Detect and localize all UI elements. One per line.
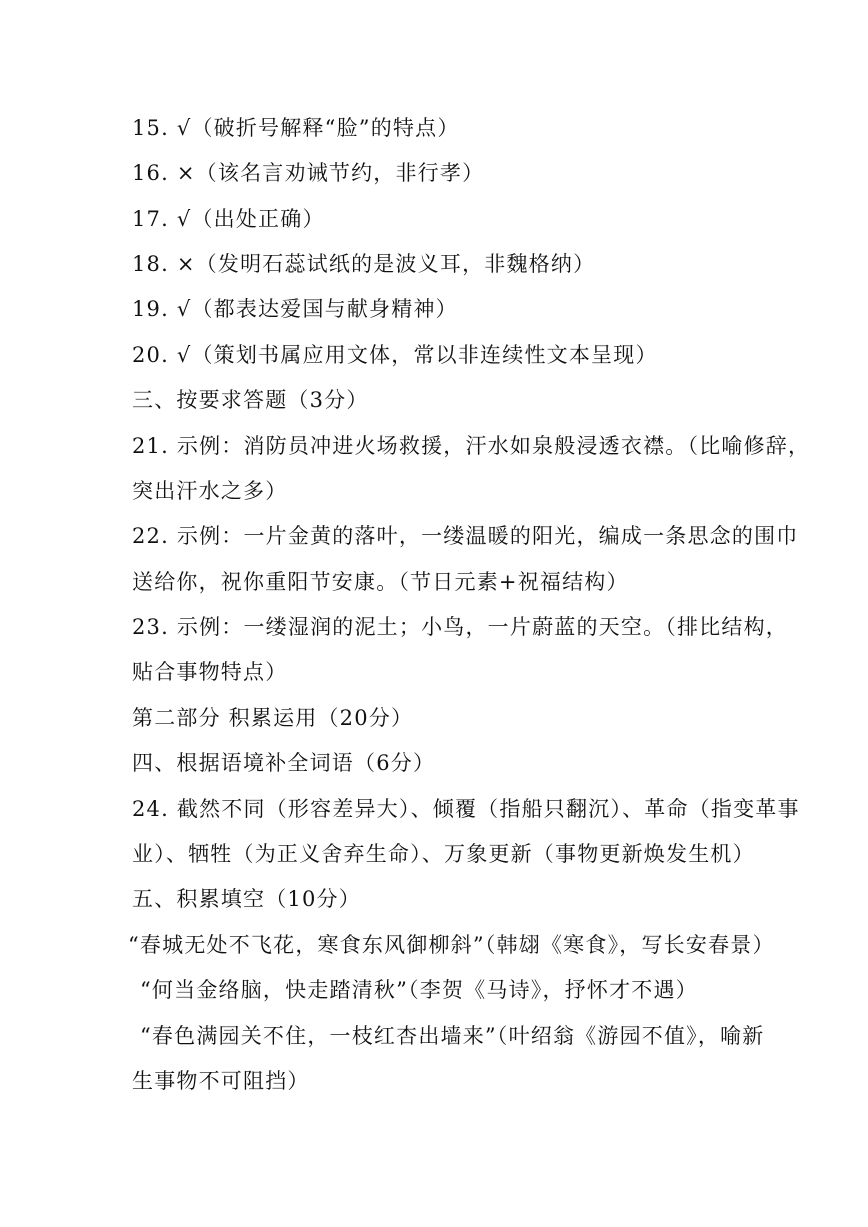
section-five-heading: 五、积累填空（10分） <box>132 887 361 911</box>
answer-23-line-2: 贴合事物特点） <box>132 660 288 684</box>
poem-line-3-part-2: 生事物不可阻挡） <box>132 1069 310 1093</box>
answer-21-line-1: 21. 示例：消防员冲进火场救援，汗水如泉般浸透衣襟。（比喻修辞， <box>132 434 811 458</box>
answer-18: 18. ×（发明石蕊试纸的是波义耳，非魏格纳） <box>132 252 596 276</box>
answer-22-line-1: 22. 示例：一片金黄的落叶，一缕温暖的阳光，编成一条思念的围巾 <box>132 524 799 548</box>
poem-line-3-part-1: “春色满园关不住，一枝红杏出墙来”（叶绍翁《游园不值》，喻新 <box>140 1024 765 1048</box>
section-four-heading: 四、根据语境补全词语（6分） <box>132 751 436 775</box>
answer-24-line-1: 24. 截然不同（形容差异大）、倾覆（指船只翻沉）、革命（指变革事 <box>132 797 800 821</box>
answer-23-line-1: 23. 示例：一缕湿润的泥土；小鸟，一片蔚蓝的天空。（排比结构， <box>132 615 788 639</box>
answer-15: 15. √（破折号解释“脸”的特点） <box>132 116 460 140</box>
answer-16: 16. ×（该名言劝诫节约，非行孝） <box>132 161 485 185</box>
answer-24-line-2: 业）、牺牲（为正义舍弃生命）、万象更新（事物更新焕发生机） <box>132 842 755 866</box>
poem-line-2: “何当金络脑，快走踏清秋”（李贺《马诗》，抒怀才不遇） <box>140 978 698 1002</box>
part-two-heading: 第二部分 积累运用（20分） <box>132 706 414 730</box>
answer-20: 20. √（策划书属应用文体，常以非连续性文本呈现） <box>132 343 658 367</box>
poem-line-1: “春城无处不飞花，寒食东风御柳斜”（韩翃《寒食》，写长安春景） <box>128 933 775 957</box>
answer-17: 17. √（出处正确） <box>132 207 325 231</box>
answer-22-line-2: 送给你，祝你重阳节安康。（节日元素+祝福结构） <box>132 570 629 594</box>
answer-21-line-2: 突出汗水之多） <box>132 479 288 503</box>
section-three-heading: 三、按要求答题（3分） <box>132 388 369 412</box>
answer-19: 19. √（都表达爱国与献身精神） <box>132 297 458 321</box>
